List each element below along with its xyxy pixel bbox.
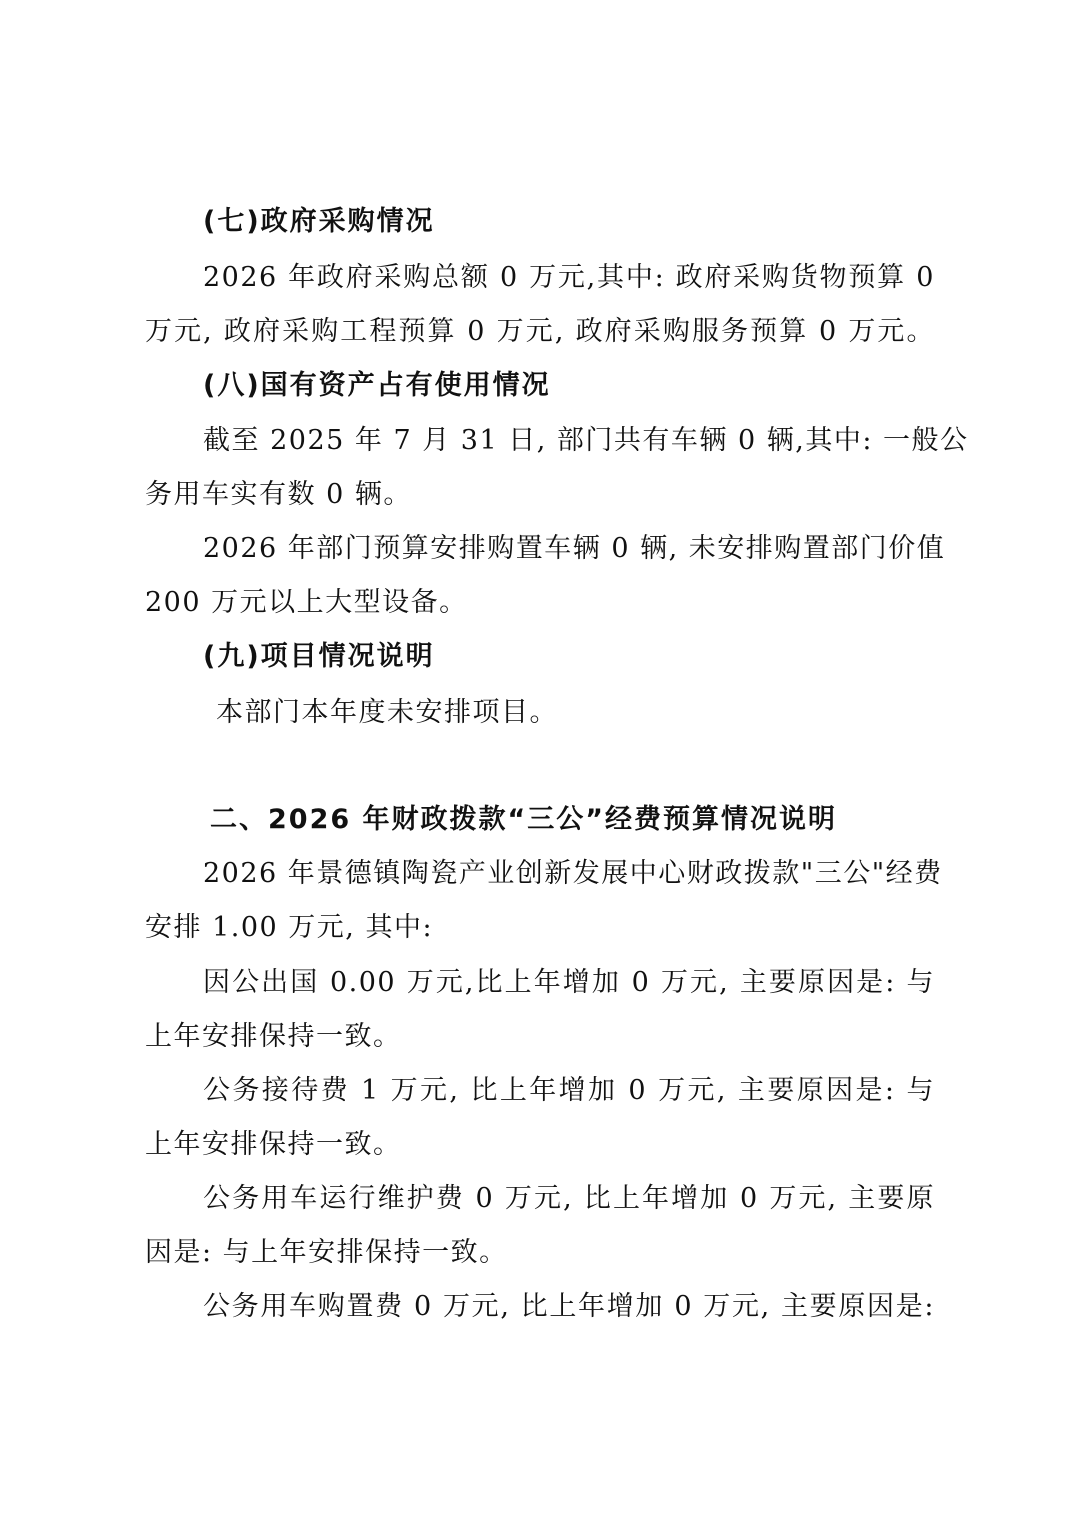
paragraph-line: 上年安排保持一致。 [145, 1021, 402, 1052]
paragraph-line: 2026 年政府采购总额 0 万元,其中: 政府采购货物预算 0 [203, 262, 935, 293]
section-heading-three-public: 二、2026 年财政拨款“三公”经费预算情况说明 [210, 804, 838, 835]
paragraph-line: 2026 年景德镇陶瓷产业创新发展中心财政拨款"三公"经费 [203, 858, 943, 889]
paragraph-line: 2026 年部门预算安排购置车辆 0 辆, 未安排购置部门价值 [203, 533, 946, 564]
paragraph-line: 上年安排保持一致。 [145, 1129, 402, 1160]
paragraph-line: 因是: 与上年安排保持一致。 [145, 1237, 508, 1268]
section-heading-projects: (九)项目情况说明 [203, 641, 435, 672]
paragraph-line: 公务接待费 1 万元, 比上年增加 0 万元, 主要原因是: 与 [203, 1075, 935, 1106]
section-heading-assets: (八)国有资产占有使用情况 [203, 370, 551, 401]
paragraph-line: 万元, 政府采购工程预算 0 万元, 政府采购服务预算 0 万元。 [145, 316, 935, 347]
paragraph-line: 安排 1.00 万元, 其中: [145, 912, 434, 943]
paragraph-line: 因公出国 0.00 万元,比上年增加 0 万元, 主要原因是: 与 [203, 967, 935, 998]
paragraph-line: 公务用车运行维护费 0 万元, 比上年增加 0 万元, 主要原 [203, 1183, 936, 1214]
paragraph-line: 本部门本年度未安排项目。 [216, 697, 558, 728]
paragraph-line: 务用车实有数 0 辆。 [145, 479, 412, 510]
paragraph-line: 公务用车购置费 0 万元, 比上年增加 0 万元, 主要原因是: [203, 1291, 935, 1322]
paragraph-line: 200 万元以上大型设备。 [145, 587, 468, 618]
section-heading-procurement: (七)政府采购情况 [203, 206, 435, 237]
paragraph-line: 截至 2025 年 7 月 31 日, 部门共有车辆 0 辆,其中: 一般公 [203, 425, 969, 456]
